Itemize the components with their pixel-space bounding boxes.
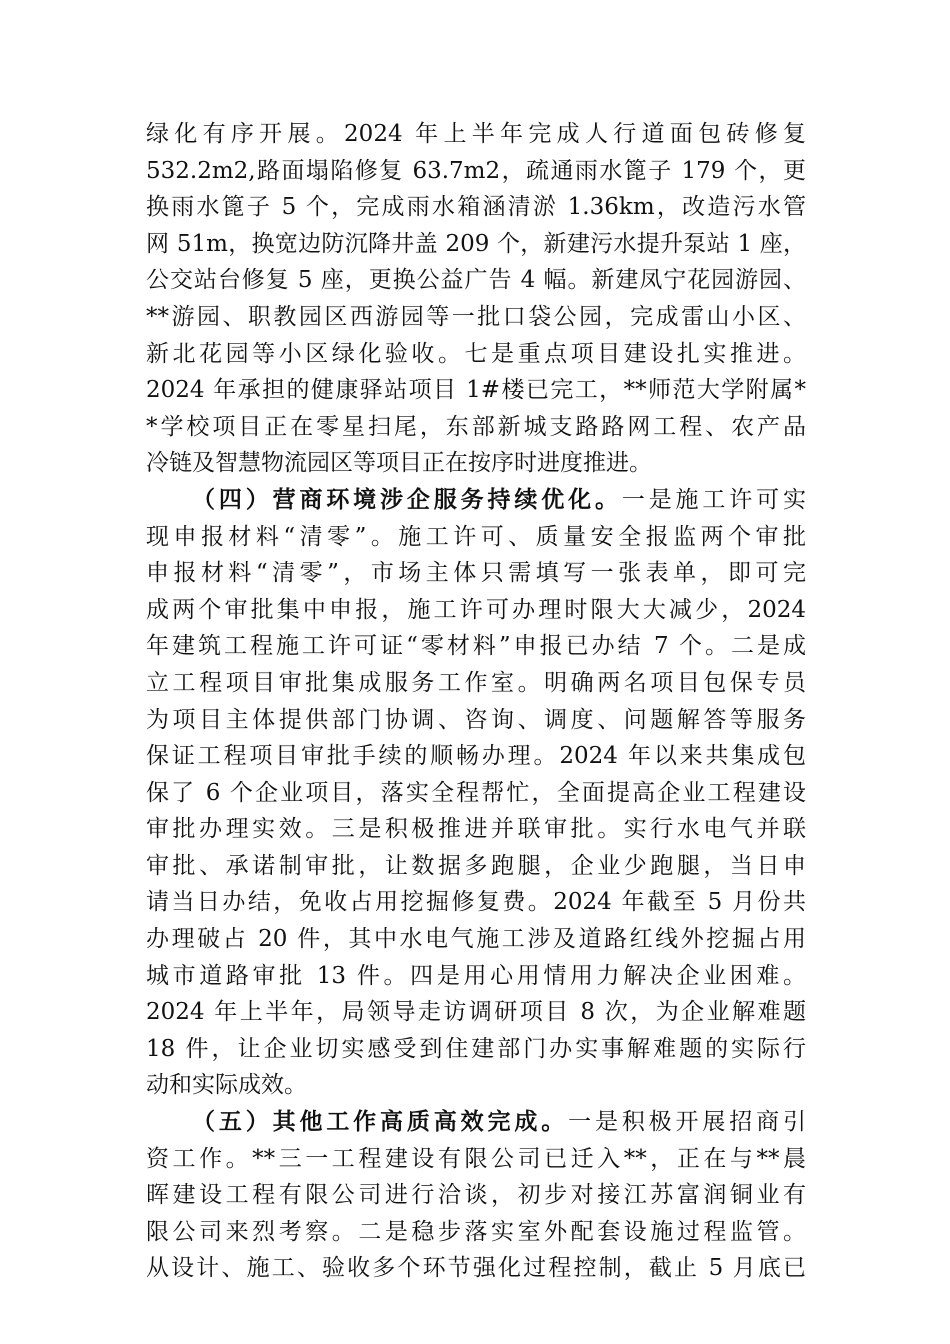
paragraph-2-line-17: 动和实际成效。 xyxy=(146,1072,307,1099)
paragraph-2-line-15: 2024 年上半年，局领导走访调研项目 8 次，为企业解难题 xyxy=(146,999,806,1026)
paragraph-2-line-8: 保证工程项目审批手续的顺畅办理。2024 年以来共集成包 xyxy=(146,743,806,770)
document-body xyxy=(146,116,806,1287)
paragraph-1-line-1: 绿化有序开展。2024 年上半年完成人行道面包砖修复 xyxy=(146,121,806,147)
paragraph-2-line-16: 18 件，让企业切实感受到住建部门办实事解难题的实际行 xyxy=(146,1035,806,1062)
paragraph-2-line-10: 审批办理实效。三是积极推进并联审批。实行水电气并联 xyxy=(146,816,806,843)
paragraph-3-first-line xyxy=(146,1104,806,1141)
paragraph-2-first-line-text: 一是施工许可实 xyxy=(621,486,806,513)
paragraph-1-line-4: 网 51m，换宽边防沉降井盖 209 个，新建污水提升泵站 1 座， xyxy=(146,230,806,257)
paragraph-1-line-7: 新北花园等小区绿化验收。七是重点项目建设扎实推进。 xyxy=(146,340,806,367)
paragraph-1-line-9: *学校项目正在零星扫尾，东部新城支路路网工程、农产品 xyxy=(146,413,806,440)
section-heading-4: （四）营商环境涉企服务持续优化。 xyxy=(192,485,622,513)
paragraph-3-first-line-text: 一是积极开展招商引 xyxy=(568,1109,806,1136)
paragraph-3-line-2: 资工作。**三一工程建设有限公司已迁入**，正在与**晨 xyxy=(146,1145,806,1172)
section-heading-5: （五）其他工作高质高效完成。 xyxy=(192,1108,569,1136)
paragraph-3-line-3: 晖建设工程有限公司进行洽谈，初步对接江苏富润铜业有 xyxy=(146,1182,806,1209)
paragraph-2-line-5: 年建筑工程施工许可证“零材料”申报已办结 7 个。二是成 xyxy=(146,633,806,660)
paragraph-2-line-3: 申报材料“清零”，市场主体只需填写一张表单，即可完 xyxy=(146,560,806,587)
paragraph-1-line-5: 公交站台修复 5 座，更换公益广告 4 幅。新建凤宁花园游园、 xyxy=(146,267,806,294)
paragraph-3-line-4: 限公司来烈考察。二是稳步落实室外配套设施过程监管。 xyxy=(146,1218,806,1245)
paragraph-1-line-6: **游园、职教园区西游园等一批口袋公园，完成雷山小区、 xyxy=(146,303,806,330)
paragraph-2-line-14: 城市道路审批 13 件。四是用心用情用力解决企业困难。 xyxy=(146,962,806,989)
paragraph-2-line-9: 保了 6 个企业项目，落实全程帮忙，全面提高企业工程建设 xyxy=(146,779,806,806)
paragraph-3-line-5: 从设计、施工、验收多个环节强化过程控制，截止 5 月底已 xyxy=(146,1255,806,1282)
paragraph-1-line-8: 2024 年承担的健康驿站项目 1#楼已完工，**师范大学附属* xyxy=(146,377,806,404)
paragraph-2-line-13: 办理破占 20 件，其中水电气施工涉及道路红线外挖掘占用 xyxy=(146,926,806,953)
paragraph-2-line-11: 审批、承诺制审批，让数据多跑腿，企业少跑腿，当日申 xyxy=(146,852,806,879)
paragraph-1-line-3: 换雨水篦子 5 个，完成雨水箱涵清淤 1.36km，改造污水管 xyxy=(146,194,806,221)
paragraph-2-line-7: 为项目主体提供部门协调、咨询、调度、问题解答等服务 xyxy=(146,706,806,733)
paragraph-2-line-4: 成两个审批集中申报，施工许可办理时限大大减少，2024 xyxy=(146,596,806,623)
paragraph-2-line-2: 现申报材料“清零”。施工许可、质量安全报监两个审批 xyxy=(146,523,806,550)
paragraph-1-line-2: 532.2m2,路面塌陷修复 63.7m2，疏通雨水篦子 179 个，更 xyxy=(146,157,806,184)
paragraph-1-line-10: 冷链及智慧物流园区等项目正在按序时进度推进。 xyxy=(146,450,652,477)
paragraph-2-line-6: 立工程项目审批集成服务工作室。明确两名项目包保专员 xyxy=(146,669,806,696)
paragraph-2-line-12: 请当日办结，免收占用挖掘修复费。2024 年截至 5 月份共 xyxy=(146,889,806,916)
paragraph-2-first-line xyxy=(146,482,806,519)
